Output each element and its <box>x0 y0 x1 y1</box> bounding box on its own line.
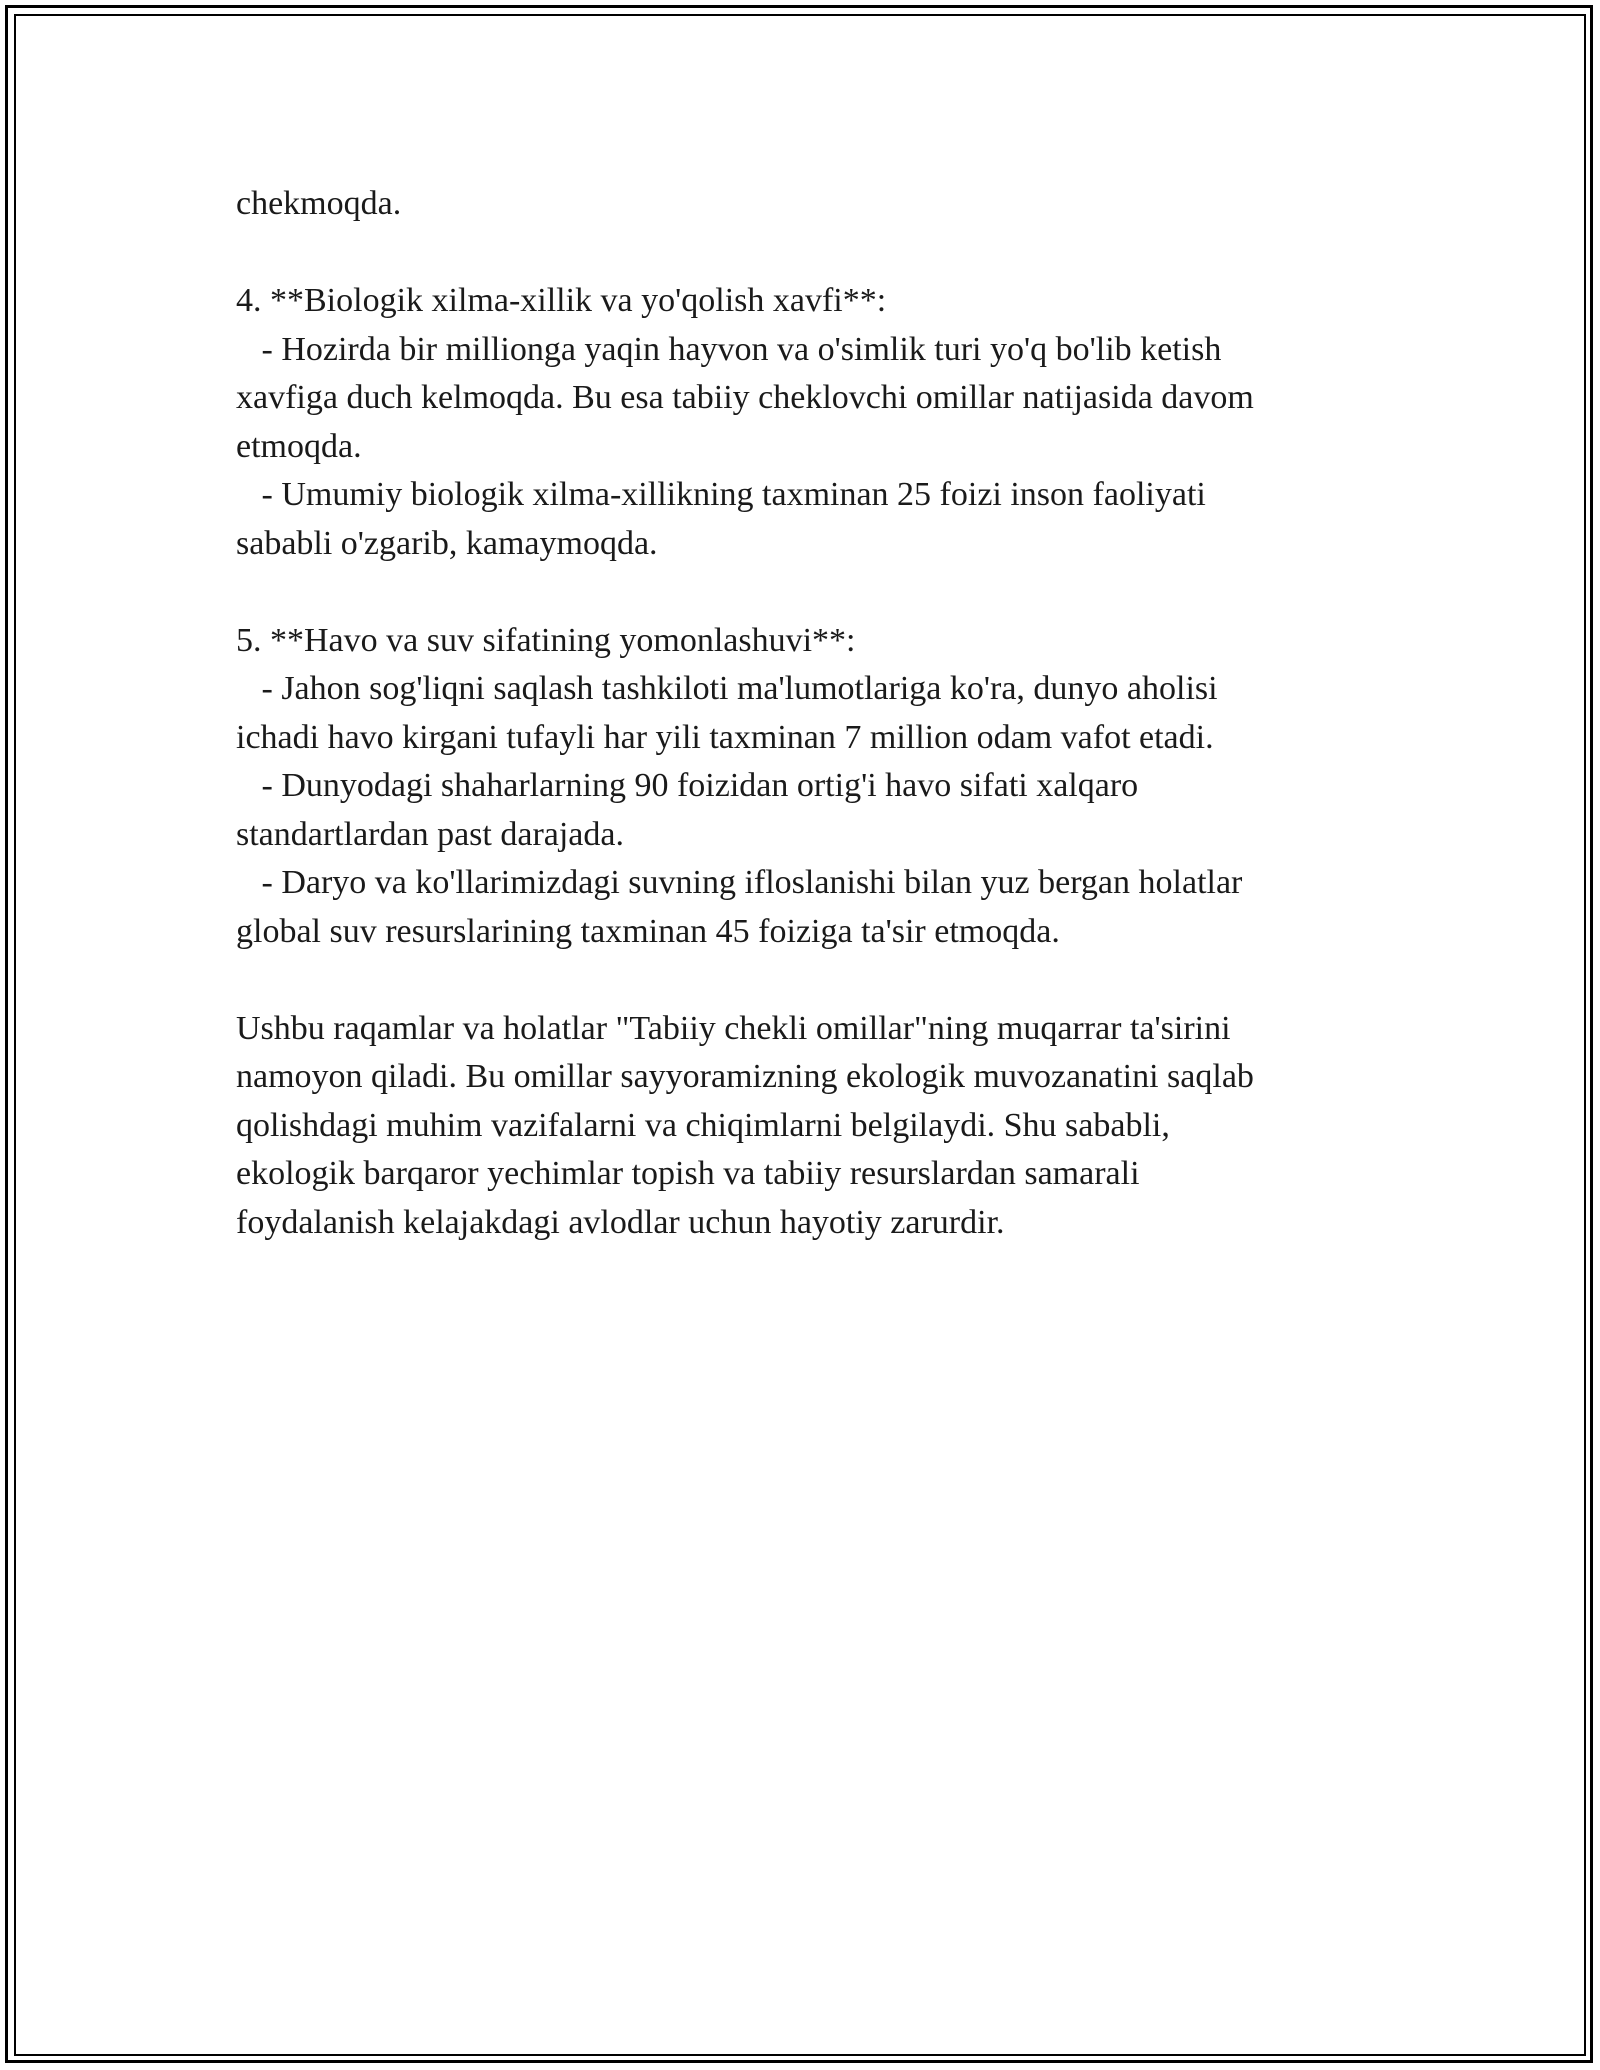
text-line <box>236 956 1376 1005</box>
conclusion-line: Ushbu raqamlar va holatlar "Tabiiy chekli omillar"ning muqarrar ta'sirini <box>236 1009 1231 1047</box>
text-line: - Daryo va ko'llarimizdagi suvning ifloslanishi bilan yuz bergan holatlar <box>236 864 1243 901</box>
text-line: chekmoqda. <box>236 185 402 222</box>
text-line: etmoqda. <box>236 427 362 465</box>
text-line: global suv resurslarining taxminan 45 foiziga ta'sir etmoqda. <box>236 912 1060 950</box>
conclusion-line: foydalanish kelajakdagi avlodlar uchun hayotiy zarurdir. <box>236 1203 1005 1241</box>
text-line: xavfiga duch kelmoqda. Bu esa tabiiy cheklovchi omillar natijasida davom <box>236 379 1254 416</box>
text-line: standartlardan past darajada. <box>236 815 624 853</box>
text-line: - Hozirda bir millionga yaqin hayvon va o'simlik turi yo'q bo'lib ketish <box>236 330 1222 368</box>
text-line: ichadi havo kirgani tufayli har yili taxminan 7 million odam vafot etadi. <box>236 718 1214 756</box>
section-heading: 5. **Havo va suv sifatining yomonlashuvi**: <box>236 621 856 659</box>
text-line <box>236 568 1376 617</box>
text-line <box>236 229 1376 278</box>
text-line: sababli o'zgarib, kamaymoqda. <box>236 524 658 562</box>
section-heading: 4. **Biologik xilma-xillik va yo'qolish xavfi**: <box>236 282 887 319</box>
text-line: - Umumiy biologik xilma-xillikning taxminan 25 foizi inson faoliyati <box>236 476 1206 513</box>
conclusion-line: ekologik barqaror yechimlar topish va tabiiy resurslardan samarali <box>236 1155 1140 1192</box>
text-line: - Jahon sog'liqni saqlash tashkiloti ma'lumotlariga ko'ra, dunyo aholisi <box>236 670 1218 707</box>
conclusion-line: qolishdagi muhim vazifalarni va chiqimlarni belgilaydi. Shu sababli, <box>236 1106 1170 1144</box>
conclusion-line: namoyon qiladi. Bu omillar sayyoramizning ekologik muvozanatini saqlab <box>236 1058 1254 1095</box>
document-body <box>236 180 1376 1247</box>
text-line: - Dunyodagi shaharlarning 90 foizidan ortig'i havo sifati xalqaro <box>236 767 1139 804</box>
